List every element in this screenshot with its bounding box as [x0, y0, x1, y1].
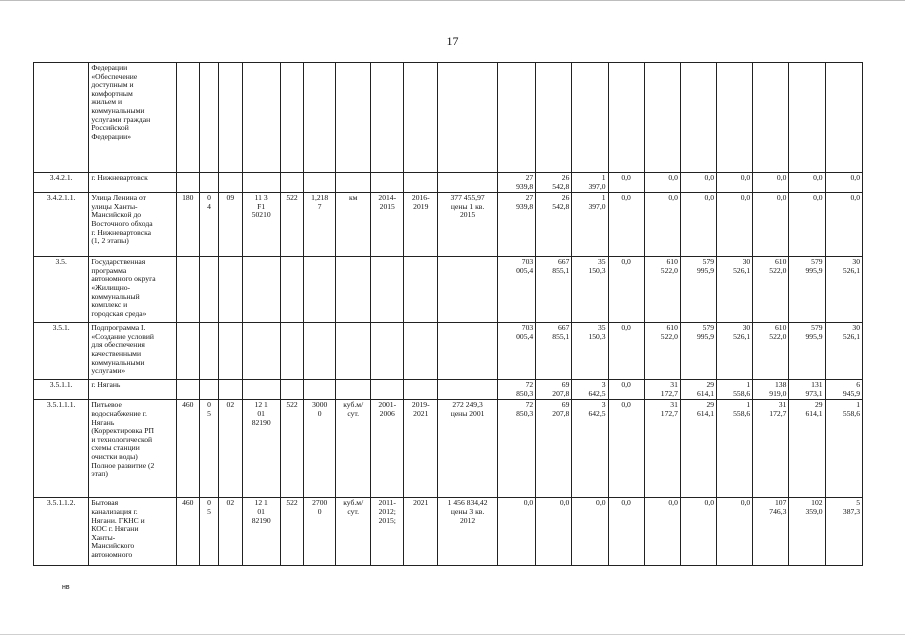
cell-federal-c: 0,0 [789, 193, 825, 257]
cell-capacity [304, 380, 336, 400]
cell-total-b: 0,0 [644, 498, 680, 566]
cell-capacity [304, 63, 336, 173]
cell-federal-c: 131 973,1 [789, 380, 825, 400]
page-number: 17 [446, 34, 459, 48]
scan-edge-bottom [0, 634, 905, 635]
row-name: Государственная программа автономного округа «Жилищно- коммунальный комплекс и городская среда» [89, 257, 176, 323]
cell-total-b: 31 172,7 [644, 380, 680, 400]
row-number: 3.5.1.1.2. [34, 498, 89, 566]
cell-section [199, 380, 218, 400]
cell-total-a: 703 005,4 [497, 257, 535, 323]
cell-federal-b: 0,0 [680, 173, 716, 193]
cell-subsection [219, 173, 242, 193]
cell-subsection [219, 63, 242, 173]
cell-expense-type: 522 [280, 400, 303, 498]
cell-regional-a: 0,0 [572, 498, 608, 566]
cell-section [199, 257, 218, 323]
row-name: Бытовая канализация г. Нягани. ГКНС и КОС г. Нягани Ханты- Мансийского автономного [89, 498, 176, 566]
cell-estimated-cost [438, 257, 498, 323]
cell-total-a: 27 939,8 [497, 173, 535, 193]
cell-ministry [176, 257, 199, 323]
cell-local-a: 0,0 [608, 380, 644, 400]
cell-unit: км [336, 193, 371, 257]
cell-regional-b: 0,0 [717, 173, 753, 193]
cell-regional-b: 30 526,1 [717, 257, 753, 323]
cell-federal-a: 26 542,8 [536, 173, 572, 193]
cell-total-a: 72 850,3 [497, 380, 535, 400]
cell-target-item [242, 63, 280, 173]
cell-regional-b: 1 558,6 [717, 400, 753, 498]
cell-build-period [371, 257, 404, 323]
cell-local-a: 0,0 [608, 193, 644, 257]
cell-subsection [219, 380, 242, 400]
cell-estimated-cost [438, 173, 498, 193]
cell-local-a: 0,0 [608, 323, 644, 380]
cell-expense-type [280, 63, 303, 173]
cell-section: 0 5 [199, 400, 218, 498]
cell-ministry [176, 173, 199, 193]
cell-regional-a: 3 642,5 [572, 380, 608, 400]
cell-expense-type: 522 [280, 498, 303, 566]
cell-total-c: 138 919,0 [753, 380, 789, 400]
cell-regional-a: 35 150,3 [572, 323, 608, 380]
cell-ministry: 460 [176, 400, 199, 498]
cell-estimated-cost: 1 456 834,42 цены 3 кв. 2012 [438, 498, 498, 566]
cell-build-period: 2014- 2015 [371, 193, 404, 257]
row-name: Федерации «Обеспечение доступным и комфортным жильем и коммунальными услугами граждан Российской Федерации» [89, 63, 176, 173]
cell-subsection: 02 [219, 498, 242, 566]
cell-federal-a: 69 207,8 [536, 400, 572, 498]
cell-capacity: 2700 0 [304, 498, 336, 566]
cell-capacity [304, 323, 336, 380]
cell-expense-type [280, 173, 303, 193]
cell-total-c [753, 63, 789, 173]
cell-capacity: 3000 0 [304, 400, 336, 498]
cell-federal-a: 667 855,1 [536, 323, 572, 380]
cell-regional-b: 0,0 [717, 193, 753, 257]
cell-subsection [219, 323, 242, 380]
cell-federal-b: 0,0 [680, 498, 716, 566]
cell-fin-period: 2019- 2021 [404, 400, 438, 498]
cell-federal-a: 69 207,8 [536, 380, 572, 400]
cell-total-b: 0,0 [644, 193, 680, 257]
cell-federal-c: 29 614,1 [789, 400, 825, 498]
row-number: 3.5.1.1. [34, 380, 89, 400]
cell-regional-a: 3 642,5 [572, 400, 608, 498]
cell-local-a: 0,0 [608, 498, 644, 566]
cell-build-period [371, 173, 404, 193]
cell-regional-a: 35 150,3 [572, 257, 608, 323]
row-name: г. Нягань [89, 380, 176, 400]
row-name: Подпрограмма I. «Создание условий для обеспечения качественными коммунальными услугами» [89, 323, 176, 380]
cell-total-c: 610 522,0 [753, 323, 789, 380]
cell-federal-a: 667 855,1 [536, 257, 572, 323]
cell-regional-c: 0,0 [825, 193, 862, 257]
cell-total-b [644, 63, 680, 173]
cell-federal-a: 0,0 [536, 498, 572, 566]
cell-capacity [304, 257, 336, 323]
cell-regional-c: 0,0 [825, 173, 862, 193]
cell-regional-a: 1 397,0 [572, 173, 608, 193]
cell-subsection: 02 [219, 400, 242, 498]
cell-section [199, 173, 218, 193]
cell-unit [336, 173, 371, 193]
row-name: Улица Ленина от улицы Ханты- Мансийской до Восточного обхода г. Нижневартовска (1, 2 этапы) [89, 193, 176, 257]
cell-federal-c [789, 63, 825, 173]
cell-section: 0 4 [199, 193, 218, 257]
cell-ministry: 180 [176, 193, 199, 257]
cell-total-b: 610 522,0 [644, 257, 680, 323]
cell-fin-period [404, 173, 438, 193]
table-row [34, 498, 863, 566]
cell-regional-a: 1 397,0 [572, 193, 608, 257]
row-name: г. Нижневартовск [89, 173, 176, 193]
row-number: 3.5. [34, 257, 89, 323]
cell-target-item [242, 173, 280, 193]
row-number: 3.4.2.1. [34, 173, 89, 193]
cell-build-period: 2001- 2006 [371, 400, 404, 498]
row-number: 3.5.1.1.1. [34, 400, 89, 498]
program-financing-table [33, 62, 863, 566]
cell-regional-b: 1 558,6 [717, 380, 753, 400]
table-row [34, 323, 863, 380]
cell-expense-type [280, 257, 303, 323]
cell-local-a: 0,0 [608, 173, 644, 193]
cell-unit [336, 380, 371, 400]
cell-unit: куб.м/ сут. [336, 498, 371, 566]
cell-total-a: 27 939,8 [497, 193, 535, 257]
cell-estimated-cost [438, 63, 498, 173]
cell-estimated-cost [438, 323, 498, 380]
cell-section [199, 63, 218, 173]
cell-ministry [176, 63, 199, 173]
cell-total-b: 610 522,0 [644, 323, 680, 380]
cell-build-period [371, 323, 404, 380]
cell-total-c: 0,0 [753, 173, 789, 193]
cell-regional-c: 5 387,3 [825, 498, 862, 566]
cell-fin-period [404, 380, 438, 400]
cell-regional-c: 6 945,9 [825, 380, 862, 400]
cell-unit [336, 257, 371, 323]
cell-estimated-cost [438, 380, 498, 400]
row-number: 3.4.2.1.1. [34, 193, 89, 257]
cell-federal-b: 579 995,9 [680, 323, 716, 380]
row-number [34, 63, 89, 173]
cell-fin-period [404, 323, 438, 380]
cell-federal-a [536, 63, 572, 173]
cell-capacity [304, 173, 336, 193]
cell-target-item: 12 1 01 82190 [242, 400, 280, 498]
cell-target-item [242, 323, 280, 380]
cell-build-period [371, 63, 404, 173]
cell-total-c: 610 522,0 [753, 257, 789, 323]
cell-total-c: 0,0 [753, 193, 789, 257]
cell-regional-b: 30 526,1 [717, 323, 753, 380]
row-number: 3.5.1. [34, 323, 89, 380]
table-row [34, 63, 863, 173]
cell-total-a: 72 850,3 [497, 400, 535, 498]
cell-federal-c: 102 359,0 [789, 498, 825, 566]
table-row [34, 400, 863, 498]
cell-expense-type: 522 [280, 193, 303, 257]
cell-target-item: 12 1 01 82190 [242, 498, 280, 566]
cell-federal-b: 29 614,1 [680, 380, 716, 400]
cell-ministry [176, 380, 199, 400]
cell-build-period: 2011- 2012; 2015; [371, 498, 404, 566]
cell-regional-b [717, 63, 753, 173]
cell-unit: куб.м/ сут. [336, 400, 371, 498]
cell-expense-type [280, 323, 303, 380]
scan-edge-top [0, 0, 905, 1]
cell-total-b: 31 172,7 [644, 400, 680, 498]
cell-total-c: 31 172,7 [753, 400, 789, 498]
cell-estimated-cost: 272 249,3 цены 2001 [438, 400, 498, 498]
cell-fin-period: 2016- 2019 [404, 193, 438, 257]
cell-target-item: 11 3 F1 50210 [242, 193, 280, 257]
cell-federal-c: 0,0 [789, 173, 825, 193]
footer-mark: нв [62, 584, 70, 591]
cell-capacity: 1,218 7 [304, 193, 336, 257]
cell-total-c: 107 746,3 [753, 498, 789, 566]
cell-federal-b: 0,0 [680, 193, 716, 257]
cell-subsection [219, 257, 242, 323]
cell-expense-type [280, 380, 303, 400]
cell-target-item [242, 257, 280, 323]
cell-unit [336, 323, 371, 380]
cell-target-item [242, 380, 280, 400]
cell-local-a [608, 63, 644, 173]
cell-section [199, 323, 218, 380]
row-name: Питьевое водоснабжение г. Нягань (Корректировка РП и технологической схемы станции очистки воды) Полное развитие (2 этап) [89, 400, 176, 498]
cell-ministry: 460 [176, 498, 199, 566]
cell-regional-c: 30 526,1 [825, 323, 862, 380]
table-row [34, 380, 863, 400]
table-row [34, 257, 863, 323]
cell-subsection: 09 [219, 193, 242, 257]
cell-federal-b: 29 614,1 [680, 400, 716, 498]
cell-regional-c: 30 526,1 [825, 257, 862, 323]
cell-federal-b [680, 63, 716, 173]
cell-regional-b: 0,0 [717, 498, 753, 566]
cell-regional-c [825, 63, 862, 173]
cell-fin-period [404, 257, 438, 323]
cell-total-b: 0,0 [644, 173, 680, 193]
cell-fin-period [404, 63, 438, 173]
table-row [34, 193, 863, 257]
cell-unit [336, 63, 371, 173]
cell-total-a [497, 63, 535, 173]
cell-federal-c: 579 995,9 [789, 323, 825, 380]
cell-local-a: 0,0 [608, 257, 644, 323]
cell-federal-b: 579 995,9 [680, 257, 716, 323]
cell-ministry [176, 323, 199, 380]
cell-total-a: 703 005,4 [497, 323, 535, 380]
cell-total-a: 0,0 [497, 498, 535, 566]
cell-section: 0 5 [199, 498, 218, 566]
cell-federal-c: 579 995,9 [789, 257, 825, 323]
cell-estimated-cost: 377 455,97 цены 1 кв. 2015 [438, 193, 498, 257]
table-row [34, 173, 863, 193]
cell-fin-period: 2021 [404, 498, 438, 566]
cell-federal-a: 26 542,8 [536, 193, 572, 257]
cell-regional-a [572, 63, 608, 173]
cell-build-period [371, 380, 404, 400]
cell-regional-c: 1 558,6 [825, 400, 862, 498]
cell-local-a: 0,0 [608, 400, 644, 498]
